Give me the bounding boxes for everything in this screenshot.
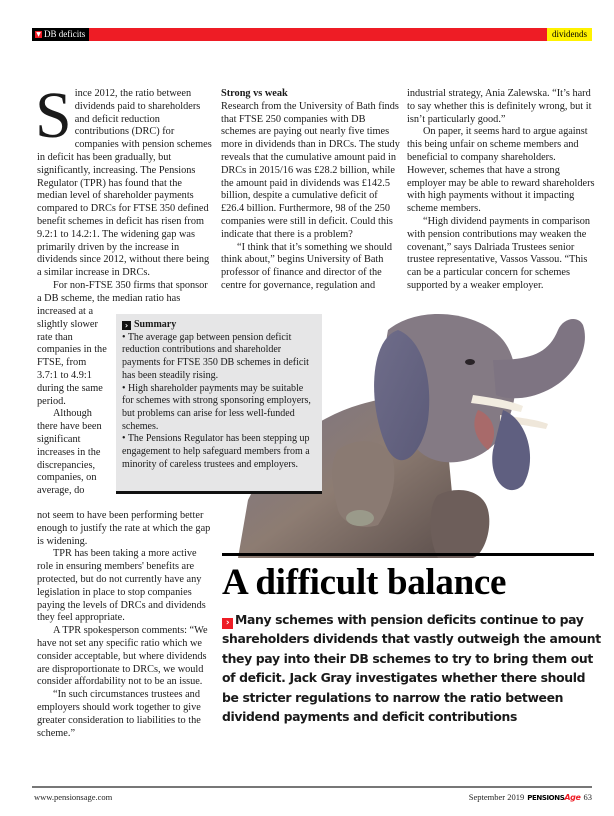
issue-date: September 2019	[468, 792, 525, 802]
paragraph: increased at a slightly slower rate than companies in the FTSE, from 3.7:1 to 4.9:1 during the same period.	[37, 306, 107, 407]
article-column-1-narrow	[37, 306, 109, 498]
page-number: 63	[583, 792, 592, 802]
paragraph: On paper, it seems hard to argue against this being unfair on scheme members and beneficial to company shareholders. However, schemes that have a strong employer may be able to reward shareholders with high payments without it impacting scheme members.	[407, 126, 595, 215]
article-column-1-lower	[37, 510, 212, 740]
summary-bullet: • The average gap between pension deficit reduction contributions and shareholder payments for FTSE 350 DB schemes in deficit has been steadily rising.	[122, 331, 309, 381]
article-headline: A difficult balance	[222, 562, 507, 603]
paragraph: “I think that it’s something we should think about,” begins University of Bath professor of finance and director of the centre for governance, regulation and	[221, 241, 393, 291]
standfirst: › Many schemes with pension deficits continue to pay shareholders dividends that vastly outweigh the amount they pay into their DB schemes to try to bring them out of deficit. Jack Gray investigates whether there should be stricter regulations to narrow the ratio between dividend payments and deficit contributions	[222, 612, 601, 725]
summary-bullet: • The Pensions Regulator has been stepping up engagement to help safeguard members from a minority of careless trustees and employers.	[122, 433, 310, 470]
paragraph: industrial strategy, Ania Zalewska. “It’s hard to say whether this is definitely wrong, but it isn’t particularly good.”	[407, 88, 592, 125]
paragraph: not seem to have been performing better enough to justify the rate at which the gap is widening.	[37, 510, 211, 547]
paragraph: Although there have been significant increases in the discrepancies, companies, on average, do	[37, 408, 102, 497]
paragraph: A TPR spokesperson comments: “We have not set any specific ratio which we consider acceptable, but where dividends are disproportionate to DRCs, we would consider affordability not to be an issue.	[37, 625, 208, 688]
summary-bullet: • High shareholder payments may be suitable for schemes with strong sponsoring employers, but problems can arise for less well-funded schemes.	[122, 382, 311, 432]
summary-box	[116, 314, 322, 494]
topic-tag: dividends	[547, 28, 592, 41]
pensions-age-mark-icon: ▼	[36, 31, 41, 38]
article-column-1	[35, 79, 212, 306]
chevron-right-icon: ›	[122, 321, 131, 330]
paragraph: TPR has been taking a more active role in ensuring members' benefits are protected, but do not currently have any legislation in place to stop companies paying the levels of DRCs and dividends they feel appropriate.	[37, 548, 206, 624]
article-column-2	[221, 88, 401, 293]
paragraph: Research from the University of Bath finds that FTSE 250 companies with DB schemes are paying out nearly five times more in dividends than in DRCs. The study reveals that the cumulative amount paid in DRCs in 2015/16 was £28.2 billion, while the amount paid in dividends was £142.5 billion, despite a cumulative deficit of £26.4 billion. Furthermore, 98 of the 250 companies were still in deficit. Could this indicate that there is a problem?	[221, 100, 400, 240]
section-tag	[32, 28, 89, 41]
footer-info	[469, 792, 592, 802]
paragraph: “In such circumstances trustees and employers should work together to give greater consideration to liabilities to the scheme.”	[37, 689, 201, 739]
summary-title: › Summary	[122, 319, 316, 332]
intro-paragraph: Since 2012, the ratio between dividends paid to shareholders and deficit reduction contributions (DRC) for companies with pension schemes in deficit has been gradually, but significantly, increasing. The Pensions Regulator (TPR) has found that the median level of shareholder payments compared to DRCs for FTSE 350 defined benefit schemes in deficit has risen from 9.2:1 to 14.2:1. The widening gap was primarily driven by the increase in dividends since 2012, without there being a similar increase in DRCs.	[35, 79, 212, 279]
chevron-right-icon: ›	[222, 618, 233, 629]
subheading: Strong vs weak	[221, 88, 288, 99]
section-header-bar	[32, 28, 592, 41]
paragraph: For non-FTSE 350 firms that sponsor a DB scheme, the median ratio has	[37, 279, 208, 304]
section-label: DB deficits	[44, 29, 86, 39]
footer-url[interactable]: www.pensionsage.com	[34, 792, 113, 802]
headline-rule	[222, 553, 594, 556]
pensions-age-logo: PENSIONSAge	[527, 793, 581, 802]
drop-cap: S	[35, 79, 72, 152]
paragraph: “High dividend payments in comparison with pension contributions may weaken the covenant,” says Dalriada Trustees senior trustee representative, Vassos Vassou. “This can be a particular concern for schemes supported by a weaker employer.	[407, 215, 591, 291]
footer-rule	[32, 786, 592, 788]
article-column-3	[407, 88, 597, 293]
